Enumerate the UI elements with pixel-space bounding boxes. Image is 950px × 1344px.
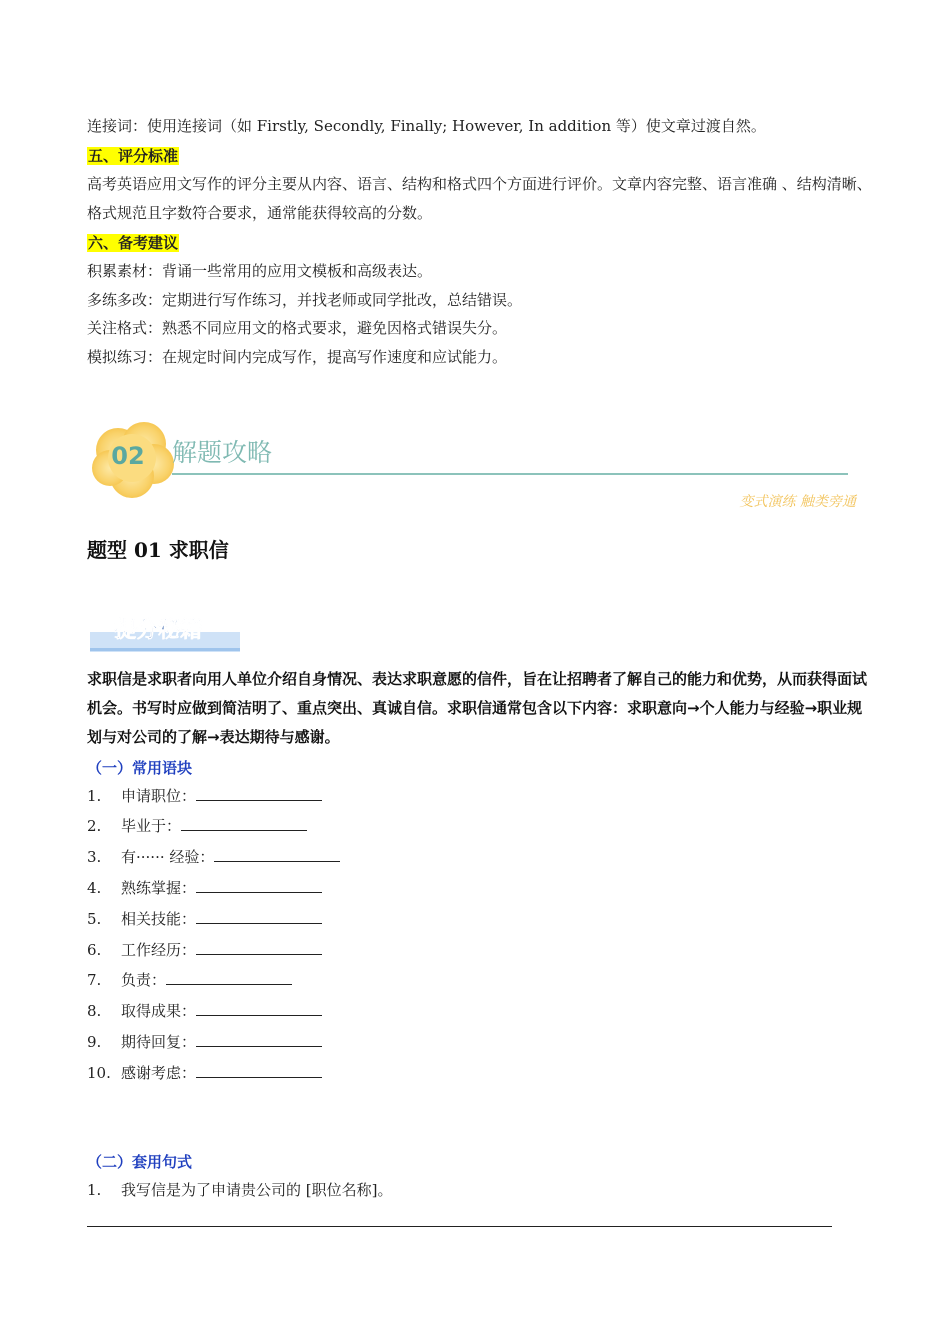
fill-blank[interactable] bbox=[196, 1063, 322, 1078]
banner-title: 解题攻略 bbox=[172, 438, 273, 467]
fill-blank[interactable] bbox=[196, 1032, 322, 1047]
phrase-number: 1. bbox=[87, 787, 102, 805]
common-phrases-heading: （一）常用语块 bbox=[87, 759, 193, 777]
phrase-item bbox=[87, 970, 292, 990]
heading-scoring-text: 五、评分标准 bbox=[88, 147, 179, 165]
phrase-number: 10. bbox=[87, 1064, 111, 1082]
heading-prep bbox=[87, 233, 179, 253]
phrase-text: 期待回复： bbox=[121, 1033, 197, 1051]
connectives-line: 连接词：使用连接词（如 Firstly, Secondly, Finally; However, In addition 等）使文章过渡自然。 bbox=[87, 117, 766, 135]
fill-blank[interactable] bbox=[196, 1001, 322, 1016]
phrase-text: 毕业于： bbox=[121, 817, 182, 835]
fill-blank[interactable] bbox=[181, 816, 307, 831]
phrase-number: 3. bbox=[87, 848, 102, 866]
fill-blank[interactable] bbox=[196, 878, 322, 893]
phrase-text: 熟练掌握： bbox=[121, 879, 197, 897]
tips-banner-text: 提分秘籍 bbox=[114, 618, 203, 643]
fill-blank[interactable] bbox=[214, 847, 340, 862]
fill-blank[interactable] bbox=[196, 909, 322, 924]
phrase-number: 4. bbox=[87, 879, 102, 897]
fill-blank[interactable] bbox=[196, 786, 322, 801]
question-type-title: 题型 01 求职信 bbox=[87, 538, 229, 562]
tip-item: 多练多改：定期进行写作练习，并找老师或同学批改，总结错误。 bbox=[87, 291, 523, 309]
pattern-text: 我写信是为了申请贵公司的 [职位名称]。 bbox=[121, 1181, 393, 1199]
phrase-number: 2. bbox=[87, 817, 102, 835]
phrase-item bbox=[87, 1032, 322, 1052]
banner-subtitle: 变式演练 触类旁通 bbox=[739, 494, 856, 510]
heading-scoring bbox=[87, 146, 179, 166]
tip-item: 关注格式：熟悉不同应用文的格式要求，避免因格式错误失分。 bbox=[87, 319, 508, 337]
phrase-text: 取得成果： bbox=[121, 1002, 197, 1020]
phrase-number: 7. bbox=[87, 971, 102, 989]
phrase-text: 申请职位： bbox=[121, 787, 197, 805]
fill-blank[interactable] bbox=[196, 940, 322, 955]
section-banner bbox=[88, 418, 868, 518]
phrase-item bbox=[87, 1001, 322, 1021]
phrase-number: 8. bbox=[87, 1002, 102, 1020]
phrase-item bbox=[87, 940, 322, 960]
phrase-item bbox=[87, 786, 322, 806]
phrase-item bbox=[87, 909, 322, 929]
sentence-patterns-heading: （二）套用句式 bbox=[87, 1153, 193, 1171]
heading-prep-text: 六、备考建议 bbox=[88, 234, 179, 252]
phrase-text: 负责： bbox=[121, 971, 167, 989]
phrase-item bbox=[87, 847, 340, 867]
phrase-number: 5. bbox=[87, 910, 102, 928]
phrase-number: 6. bbox=[87, 941, 102, 959]
pattern-number: 1. bbox=[87, 1181, 102, 1199]
phrase-text: 相关技能： bbox=[121, 910, 197, 928]
pattern-item bbox=[87, 1180, 392, 1200]
phrase-number: 9. bbox=[87, 1033, 102, 1051]
phrase-text: 工作经历： bbox=[121, 941, 197, 959]
phrase-text: 有······ 经验： bbox=[121, 848, 215, 866]
tips-banner bbox=[90, 610, 242, 654]
tip-item: 模拟练习：在规定时间内完成写作，提高写作速度和应试能力。 bbox=[87, 348, 508, 366]
phrase-item bbox=[87, 878, 322, 898]
phrase-text: 感谢考虑： bbox=[121, 1064, 197, 1082]
banner-number: 02 bbox=[111, 442, 145, 470]
scoring-paragraph: 高考英语应用文写作的评分主要从内容、语言、结构和格式四个方面进行评价。文章内容完整、语言准确 、结构清晰、格式规范且字数符合要求，通常能获得较高的分数。 bbox=[87, 175, 872, 222]
tip-item: 积累素材：背诵一些常用的应用文模板和高级表达。 bbox=[87, 262, 433, 280]
fill-blank[interactable] bbox=[166, 970, 292, 985]
intro-paragraph: 求职信是求职者向用人单位介绍自身情况、表达求职意愿的信件，旨在让招聘者了解自己的能力和优势，从而获得面试机会。书写时应做到简洁明了、重点突出、真诚自信。求职信通常包含以下内容：求职意向→个人能力与经验→职业规划与对公司的了解→表达期待与感谢。 bbox=[87, 670, 868, 746]
phrase-item bbox=[87, 1063, 322, 1083]
phrase-item bbox=[87, 816, 307, 836]
answer-line[interactable] bbox=[87, 1226, 832, 1227]
